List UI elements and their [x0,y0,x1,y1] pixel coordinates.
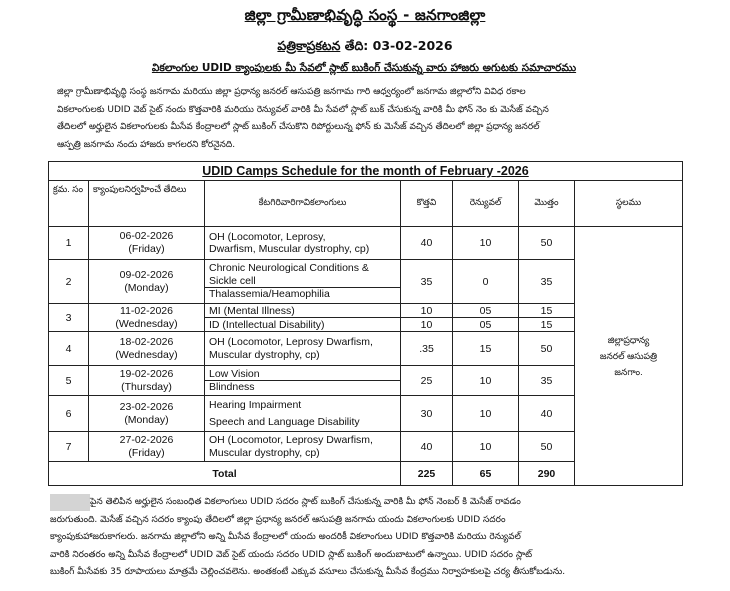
intro-line: తేదిలలో అర్హులైన వికలాంగులకు మీసేవ కేంద్రాలలో స్లాట్ బుకింగ్ చేసుకొని రిపోర్టులున్న ఫోన్ కు మెసేజ్ వచ్చిన తేదిలలో జిల్లా ప్రధాన్య జనరల్ [57,122,540,132]
row-date: 27-02-2026 [119,433,174,446]
venue-line: జిల్లాప్రధాన్య [607,335,650,345]
row-category: MI (Mental Illness) [205,304,401,318]
row-date-cell [89,260,205,304]
footer-line: క్యాంపుకుహాజరుకాగలరు. జనగామ జిల్లాలోని అన్ని మీసేవ కేంద్రాలలో యందు అందరికీ వికలాంగులు UDID కొత్తవారికి మరియు రెన్యువల్ [50,532,521,543]
row-total-count: 35 [519,366,575,396]
subject-line: వికలాంగుల UDID క్యాంపులకు మీ సేవలో స్లాట్ బుకింగ్ చేసుకున్న వారు హాజరు అగుటకు సమాచారము [151,62,577,74]
header-renewal: రెన్యువల్ [453,181,519,227]
row-category: Speech and Language Disability [209,415,360,428]
row-renewal-count: 05 [453,318,519,332]
footer-paragraph [50,494,690,582]
row-category: Muscular dystrophy, cp) [209,348,320,361]
venue-line: జనరల్ ఆసుపత్రి [599,351,658,361]
total-new: 225 [401,462,453,486]
row-date-cell [89,366,205,396]
row-serial-no: 2 [49,260,89,304]
header-venue: స్థలము [575,181,683,227]
intro-paragraph [57,84,687,154]
row-category-cell [205,332,401,366]
row-day: (Monday) [124,413,169,426]
row-total-count: 40 [519,396,575,432]
row-category: OH (Locomotor, Leprosy Dwarfism, [209,336,373,348]
row-renewal-count: 10 [453,396,519,432]
venue-line: జనగాం. [614,367,643,377]
row-category-cell [205,366,401,396]
row-serial-no: 4 [49,332,89,366]
header-new: కొత్తవి [401,181,453,227]
row-date-cell [89,432,205,462]
row-date-cell [89,332,205,366]
footer-line: బుకింగ్ మీసేవకు 35 రూపాయలు మాత్రమే చెల్లించవలెను. అంతకంటే ఎక్కువ వసూలు చేసుకున్న మీసేవ కేంద్రము నిర్వాహకులపై చర్య తీసుకోబడును. [50,567,566,578]
row-date-cell [89,227,205,260]
table-row [49,227,683,260]
header-total: మొత్తం [519,181,575,227]
row-category-cell [205,227,401,260]
row-new-count: 10 [401,304,453,318]
row-category-cell [205,396,401,432]
row-new-count: 40 [401,227,453,260]
venue-cell [575,227,683,486]
row-category: OH (Locomotor, Leprosy, [209,230,326,243]
row-new-count: 30 [401,396,453,432]
row-date: 09-02-2026 [119,268,174,281]
row-day: (Monday) [124,281,169,294]
row-new-count: 10 [401,318,453,332]
row-category: Hearing Impairment [209,398,302,411]
organization-title: జిల్లా గ్రామీణాభివృద్ధి సంస్థ - జనగాంజిల్లా [244,6,486,24]
row-day: (Friday) [128,446,165,459]
row-date: 23-02-2026 [119,400,174,413]
row-day: (Friday) [128,243,165,255]
row-category: ID (Intellectual Disability) [205,318,401,332]
row-category: Low Vision [209,367,260,380]
intro-line: జిల్లా గ్రామీణాభివృద్ధి సంస్థ జనగామ మరియు జిల్లా ప్రధాన్య జనరల్ ఆసుపత్రి జనగామ గారి ఆధ్వర్యంలో జనగామ జిల్లాలోని వివిధ రకాల [57,87,526,97]
row-total-count: 50 [519,432,575,462]
row-new-count: 40 [401,432,453,462]
row-day: (Wednesday) [115,348,178,361]
row-new-count: 35 [401,260,453,304]
row-renewal-count: 10 [453,366,519,396]
row-date: 11-02-2026 [120,304,173,317]
table-title-row [49,162,683,181]
row-date: 18-02-2026 [119,335,174,348]
table-header-row [49,181,683,227]
camp-schedule-table [48,161,683,486]
row-date-cell [89,304,205,332]
header-category: కేటగిరివారిగావికలాంగులు [205,181,401,227]
total-overall: 290 [519,462,575,486]
row-total-count: 15 [519,304,575,318]
row-total-count: 35 [519,260,575,304]
footer-line: పైన తెలిపిన అర్హులైన సంబంధిత వికలాంగులు UDID సదరం స్లాట్ బుకింగ్ చేసుకున్న వారికి మీ ఫోన్ నెంబర్ కి మెసేజ్ రావడం [90,497,521,507]
row-category: Muscular dystrophy, cp) [209,446,320,459]
intro-line: ఆస్పత్రి జనగామ నందు హాజరు కాగలరని కోరనైనది. [57,139,236,150]
row-category: Thalassemia/Heamophilia [205,287,400,301]
header-serial-no: క్రమ. సం [49,181,89,227]
intro-line: వికలాంగులకు UDID వెబ్ సైట్ నందు కొత్తవారికి మరియు రెన్యువల్ వారికి మీ సేవలో స్లాట్ బుక్ చేసుకున్న వారికి మీ ఫోన్ నెం కు మెసేజ్ వచ్చిన [57,104,549,115]
row-serial-no: 3 [49,304,89,332]
row-renewal-count: 05 [453,304,519,318]
row-total-count: 50 [519,332,575,366]
row-date: 06-02-2026 [119,230,174,242]
row-category: OH (Locomotor, Leprosy Dwarfism, [209,434,373,446]
row-category: Blindness [205,380,400,394]
press-release-label: పత్రికాప్రకటన [277,38,341,53]
footer-line: జరుగుతుంది. మెసేజ్ వచ్చిన సదరం క్యాంపు తేదిలలో జిల్లా ప్రధాన్య జనరల్ ఆసుపత్రి జనగామ యందు వికలాంగులకు UDID సదరం [50,514,506,525]
total-label: Total [49,462,401,486]
row-renewal-count: 10 [453,432,519,462]
row-serial-no: 5 [49,366,89,396]
total-renewal: 65 [453,462,519,486]
row-renewal-count: 15 [453,332,519,366]
row-serial-no: 1 [49,227,89,260]
row-new-count: .35 [401,332,453,366]
release-date: తేది: 03-02-2026 [344,38,453,53]
row-serial-no: 6 [49,396,89,432]
header-camp-dates: క్యాంపులనిర్వహించే తేదిలు [89,181,205,227]
row-category: Chronic Neurological Conditions & [209,262,369,275]
row-category-cell [205,260,401,304]
row-total-count: 50 [519,227,575,260]
row-category-cell [205,432,401,462]
table-title: UDID Camps Schedule for the month of February -2026 [202,164,529,178]
row-category: Sickle cell [209,274,256,287]
row-new-count: 25 [401,366,453,396]
row-renewal-count: 10 [453,227,519,260]
row-total-count: 15 [519,318,575,332]
footer-line: వారికి నిరంతరం అన్ని మీసేవ కేంద్రాలలో UDID వెబ్ సైట్ యందు సదరం UDID స్లాట్ బుకింగ్ అందుబాటులో ఉన్నాయి. UDID సదరం స్లాట్ [50,549,533,560]
row-date-cell [89,396,205,432]
row-serial-no: 7 [49,432,89,462]
row-day: (Thursday) [121,380,172,393]
press-release-line [0,38,730,57]
row-day: (Wednesday) [115,317,178,330]
row-renewal-count: 0 [453,260,519,304]
row-category: Dwarfism, Muscular dystrophy, cp) [209,243,370,255]
row-date: 19-02-2026 [119,367,174,380]
